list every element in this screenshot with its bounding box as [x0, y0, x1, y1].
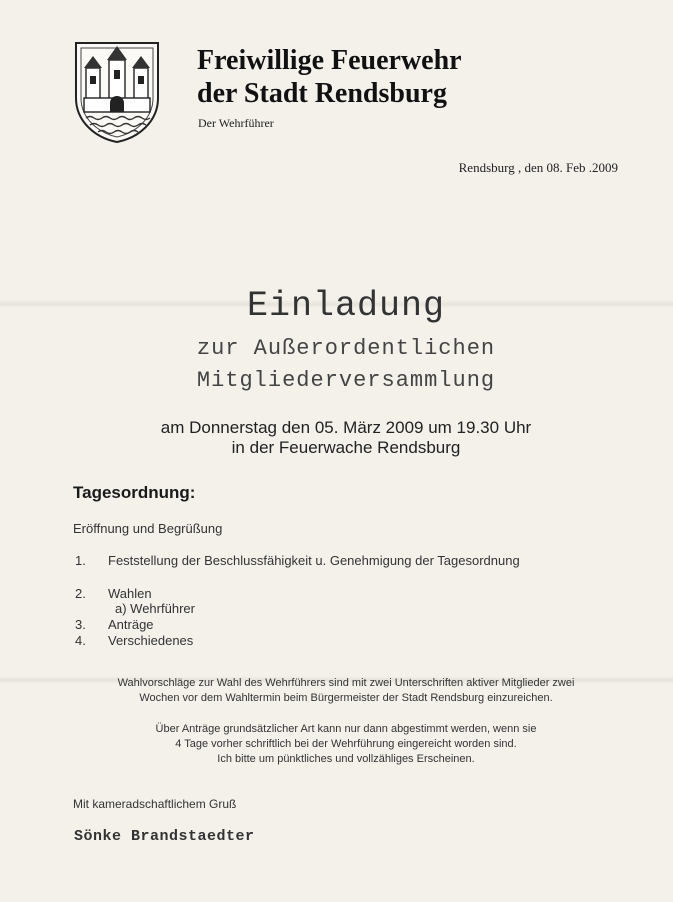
invitation-subtitle-line1: zur Außerordentlichen [196, 336, 496, 361]
agenda-item-number: 2. [75, 586, 86, 601]
agenda-item-number: 1. [75, 553, 86, 568]
nomination-note-line1: Wahlvorschläge zur Wahl des Wehrführers sind mit zwei Unterschriften aktiver Mitglieder zwei [117, 677, 575, 689]
agenda-opening: Eröffnung und Begrüßung [73, 521, 223, 536]
invitation-subtitle-line2: Mitgliederversammlung [196, 368, 496, 393]
motions-note-line1: Über Anträge grundsätzlicher Art kann nur dann abgestimmt werden, wenn sie [155, 723, 537, 735]
meeting-date-time: am Donnerstag den 05. März 2009 um 19.30 Uhr [160, 418, 532, 437]
meeting-location: in der Feuerwache Rendsburg [231, 438, 461, 457]
agenda-item-text: Anträge [108, 617, 154, 632]
letter-date: Rendsburg , den 08. Feb .2009 [458, 160, 618, 175]
coat-of-arms-icon [72, 40, 162, 144]
organization-name-line1: Freiwillige Feuerwehr [197, 45, 462, 76]
nomination-note-line2: Wochen vor dem Wahltermin beim Bürgermeister der Stadt Rendsburg einzureichen. [139, 692, 553, 704]
organization-name-line2: der Stadt Rendsburg [197, 78, 447, 109]
agenda-item-text: Feststellung der Beschlussfähigkeit u. Genehmigung der Tagesordnung [108, 553, 520, 568]
agenda-subitem-text: a) Wehrführer [115, 601, 195, 616]
organization-name [197, 44, 462, 110]
signatory-name: Sönke Brandstaedter [74, 828, 255, 845]
agenda-item-text: Verschiedenes [108, 633, 194, 648]
agenda-item-number: 4. [75, 633, 86, 648]
attendance-request: Ich bitte um pünktliches und vollzähliges Erscheinen. [217, 753, 475, 765]
agenda-heading: Tagesordnung: [73, 483, 196, 502]
department-label: Der Wehrführer [198, 116, 274, 130]
invitation-title: Einladung [246, 286, 446, 326]
motions-note-line2: 4 Tage vorher schriftlich bei der Wehrführung eingereicht worden sind. [175, 738, 517, 750]
agenda-item-text: Wahlen [108, 586, 152, 601]
agenda-item-number: 3. [75, 617, 86, 632]
closing-greeting: Mit kameradschaftlichem Gruß [73, 797, 237, 811]
